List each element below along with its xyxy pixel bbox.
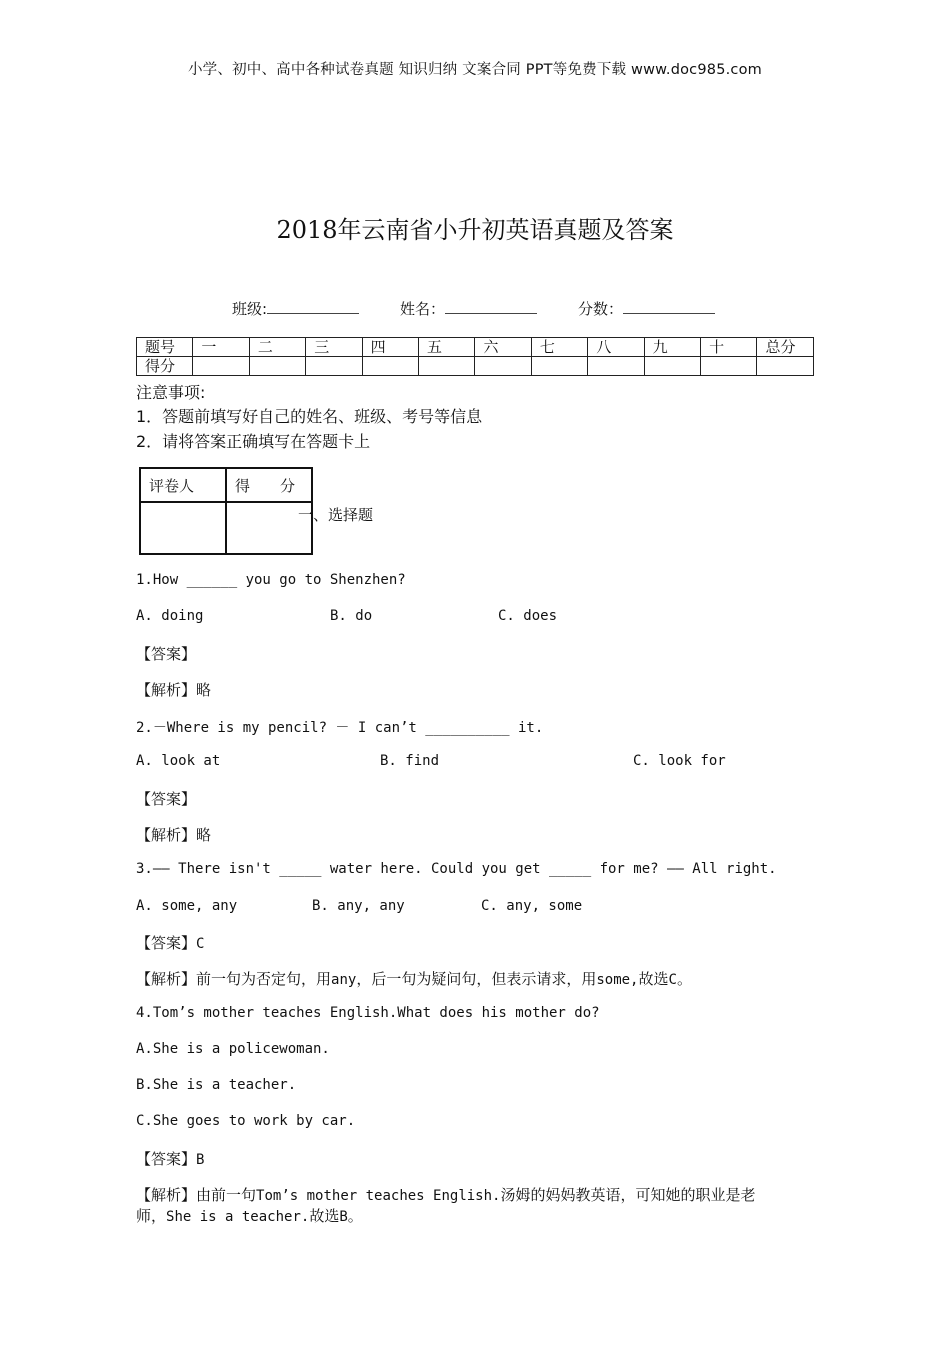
analysis-text: any	[331, 972, 357, 988]
question-3-analysis	[136, 968, 692, 989]
page-title: 2018年云南省小升初英语真题及答案	[276, 216, 674, 244]
score-cell-header: 总分	[757, 338, 814, 357]
question-1-analysis	[136, 679, 211, 700]
question-1-option-a: A. doing	[136, 608, 204, 624]
score-cell-header: 一	[193, 338, 249, 357]
score-field	[578, 298, 715, 319]
class-field	[232, 298, 359, 319]
notes-title: 注意事项:	[136, 383, 206, 402]
score-cell-header: 七	[531, 338, 587, 357]
score-cell-empty	[588, 357, 644, 376]
question-4-option-a: A.She is a policewoman.	[136, 1041, 330, 1057]
score-cell-header: 题号	[137, 338, 193, 357]
analysis-text: She is a teacher.	[166, 1209, 310, 1225]
question-3-option-a: A. some, any	[136, 898, 238, 914]
question-4-analysis-line-2	[136, 1205, 363, 1226]
analysis-label: 【解析】	[136, 1186, 197, 1204]
answer-label: 【答案】	[136, 790, 197, 808]
analysis-text: some,	[596, 972, 639, 988]
analysis-label: 【解析】	[136, 681, 197, 699]
grader-table	[139, 467, 313, 555]
question-2-analysis	[136, 824, 211, 845]
grader-score-label: 得 分	[226, 468, 312, 502]
score-cell-header: 三	[306, 338, 362, 357]
score-cell-empty	[644, 357, 700, 376]
score-blank	[623, 299, 715, 314]
question-2-answer	[136, 788, 196, 809]
score-cell-empty	[362, 357, 418, 376]
answer-label: 【答案】	[136, 934, 197, 952]
question-3-option-c: C. any, some	[481, 898, 583, 914]
score-table-header-row	[137, 338, 814, 357]
score-cell-empty	[757, 357, 814, 376]
analysis-text: 。	[347, 1207, 363, 1225]
question-2-stem: 2.－Where is my pencil? － I can’t __________ it.	[136, 720, 544, 736]
name-label: 姓名：	[400, 300, 446, 318]
analysis-text: 汤姆的妈妈教英语，可知她的职业是老	[500, 1186, 756, 1204]
notes-item-2: 2．请将答案正确填写在答题卡上	[136, 432, 371, 451]
analysis-label: 【解析】	[136, 826, 197, 844]
score-row-label: 得分	[137, 357, 193, 376]
question-1-option-b: B. do	[330, 608, 373, 624]
question-3-answer	[136, 932, 204, 953]
analysis-text: 。	[676, 970, 692, 988]
score-cell-header: 九	[644, 338, 700, 357]
analysis-text: 由前一句	[196, 1186, 257, 1204]
analysis-text: ，后一句为疑问句，但表示请求，用	[356, 970, 597, 988]
score-cell-empty	[475, 357, 531, 376]
question-1-answer	[136, 643, 196, 664]
question-3-stem: 3.—— There isn't _____ water here. Could you get _____ for me? —— All right.	[136, 861, 777, 877]
answer-label: 【答案】	[136, 1150, 197, 1168]
answer-label: 【答案】	[136, 645, 197, 663]
class-label: 班级:	[232, 300, 268, 318]
question-4-option-b: B.She is a teacher.	[136, 1077, 297, 1093]
score-label: 分数：	[578, 300, 624, 318]
score-cell-header: 六	[475, 338, 531, 357]
analysis-text: 略	[196, 826, 212, 844]
score-cell-empty	[701, 357, 757, 376]
score-cell-empty	[193, 357, 249, 376]
analysis-text: B	[339, 1209, 348, 1225]
score-cell-header: 八	[588, 338, 644, 357]
score-cell-header: 十	[701, 338, 757, 357]
name-blank	[445, 299, 537, 314]
question-2-option-a: A. look at	[136, 753, 221, 769]
score-cell-header: 四	[362, 338, 418, 357]
reviewer-label: 评卷人	[140, 468, 226, 502]
analysis-text: C	[668, 972, 677, 988]
score-cell-empty	[419, 357, 475, 376]
name-field	[400, 298, 537, 319]
site-header: 小学、初中、高中各种试卷真题 知识归纳 文案合同 PPT等免费下载 www.doc985.com	[187, 62, 763, 78]
analysis-text: 故选	[638, 970, 669, 988]
question-1-stem: 1.How ______ you go to Shenzhen?	[136, 572, 406, 588]
score-cell-empty	[306, 357, 362, 376]
question-2-option-c: C. look for	[633, 753, 726, 769]
answer-value: C	[196, 936, 205, 952]
analysis-text: 故选	[309, 1207, 340, 1225]
question-4-answer	[136, 1148, 204, 1169]
question-2-option-b: B. find	[380, 753, 440, 769]
analysis-text: 前一句为否定句，用	[196, 970, 332, 988]
reviewer-cell	[140, 502, 226, 554]
analysis-label: 【解析】	[136, 970, 197, 988]
score-cell-empty	[531, 357, 587, 376]
class-blank	[267, 299, 359, 314]
score-table-score-row	[137, 357, 814, 376]
notes-item-1: 1．答题前填写好自己的姓名、班级、考号等信息	[136, 407, 483, 426]
question-1-option-c: C. does	[498, 608, 558, 624]
analysis-text: Tom’s mother teaches English.	[256, 1188, 501, 1204]
question-4-stem: 4.Tom’s mother teaches English.What does his mother do?	[136, 1005, 600, 1021]
score-cell-empty	[249, 357, 305, 376]
score-table	[136, 337, 814, 376]
analysis-text: 师，	[136, 1207, 167, 1225]
score-cell-header: 五	[419, 338, 475, 357]
question-4-analysis-line-1	[136, 1184, 755, 1205]
answer-value: B	[196, 1152, 205, 1168]
score-cell-header: 二	[249, 338, 305, 357]
question-3-option-b: B. any, any	[312, 898, 405, 914]
section-title: 一、选择题	[298, 506, 374, 524]
question-4-option-c: C.She goes to work by car.	[136, 1113, 356, 1129]
analysis-text: 略	[196, 681, 212, 699]
